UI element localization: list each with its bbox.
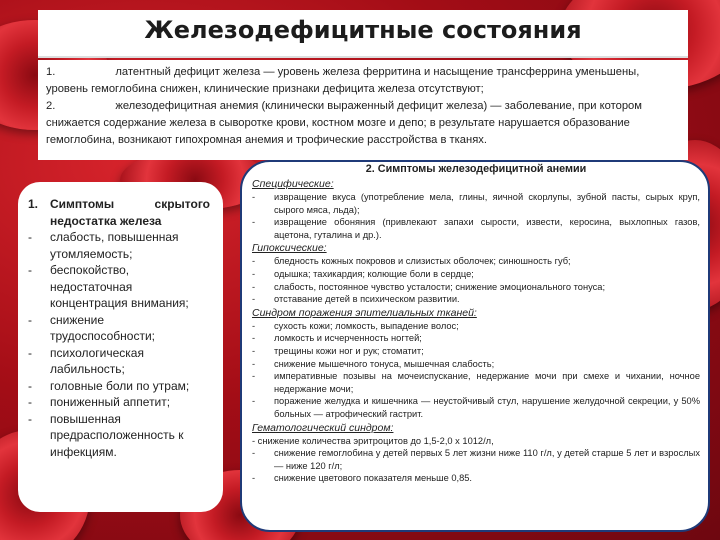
list-item: - психологическая лабильность; (28, 345, 144, 376)
list-item: - головные боли по утрам; (28, 378, 190, 393)
list-item: - одышка; тахикардия; колющие боли в сердце; (252, 268, 474, 279)
definitions-panel (38, 60, 688, 160)
list-item: - императивные позывы на мочеиспускание, недержание мочи при смехе и чихании, ночное недержание мочи; (252, 371, 700, 394)
definition-2 (46, 98, 682, 149)
definitions-text (46, 64, 682, 149)
anemia-symptoms-content (252, 162, 700, 485)
page-title: Железодефицитные состояния (144, 16, 582, 44)
list-item: - снижение количества эритроцитов до 1,5-2,0 х 1012/л, (252, 435, 494, 446)
latent-deficiency-heading (28, 196, 210, 213)
latent-deficiency-card (18, 182, 223, 512)
definition-2-text: железодефицитная анемия (клинически выраженный дефицит железа) — заболевание, при котором снижается содержание железа в сыворотке крови, костном мозге и депо; в результате нарушается образование гемоглобина, возникают гипохромная анемия и трофические расстройства в тканях. (46, 100, 642, 146)
list-item: - снижение гемоглобина у детей первых 5 лет жизни ниже 110 г/л, у детей старше 5 лет и взрослых — ниже 120 г/л; (252, 448, 700, 471)
list-item: - ломкость и исчерченность ногтей; (252, 333, 422, 344)
list-item: - отставание детей в психическом развитии. (252, 294, 460, 305)
latent-deficiency-content (28, 196, 210, 460)
list-item: - снижение трудоспособности; (28, 312, 155, 343)
section-hypoxic-heading: Гипоксические: (252, 242, 327, 255)
anemia-symptoms-title: 2. Симптомы железодефицитной анемии (365, 163, 587, 175)
section-specific-heading: Специфические: (252, 178, 334, 190)
list-item: - слабость, постоянное чувство усталости; снижение эмоционального тонуса; (252, 281, 606, 292)
list-item: - извращение обоняния (привлекают запахи сырости, извести, керосина, выхлопных газов, ацетона, гуталина и др.). (252, 217, 700, 240)
list-item: - слабость, повышенная утомляемость; (28, 230, 179, 261)
definition-1-number: 1. (46, 66, 56, 78)
definition-1 (46, 64, 682, 98)
section-hematologic-heading: Гематологический синдром: (252, 421, 394, 434)
title-panel (38, 10, 688, 58)
list-item: - трещины кожи ног и рук; стоматит; (252, 345, 424, 356)
anemia-symptoms-card (240, 160, 710, 532)
list-item: - пониженный аппетит; (28, 395, 171, 409)
heading-line-2: недостатка железа (50, 213, 162, 228)
definition-2-number: 2. (46, 100, 56, 112)
list-item: - сухость кожи; ломкость, выпадение волос; (252, 320, 459, 331)
list-item: - извращение вкуса (употребление мела, глины, яичной скорлупы, зубной пасты, сырых круп, сырого мяса, льда); (252, 192, 700, 215)
list-item: - повышенная предрасположенность к инфекциям. (28, 411, 184, 459)
section-epithelial-heading: Синдром поражения эпителиальных тканей: (252, 306, 477, 319)
list-item: - снижение мышечного тонуса, мышечная слабость; (252, 358, 495, 369)
definition-1-text: латентный дефицит железа — уровень железа ферритина и насыщение трансферрина уменьшены, уровень гемоглобина снижен, клинические признаки дефицита железа отсутствуют; (46, 66, 640, 95)
list-item: - снижение цветового показателя меньше 0,85. (252, 473, 472, 484)
list-item: - бледность кожных покровов и слизистых оболочек; синюшность губ; (252, 256, 571, 267)
heading-line-1: Симптомы скрытого (50, 197, 210, 211)
list-item: - беспокойство, недостаточная концентрация внимания; (28, 263, 189, 310)
list-item: - поражение желудка и кишечника — неустойчивый стул, нарушение желудочной секреции, у 50% больных — атрофический гастрит. (252, 396, 700, 419)
heading-number: 1. (28, 197, 39, 211)
